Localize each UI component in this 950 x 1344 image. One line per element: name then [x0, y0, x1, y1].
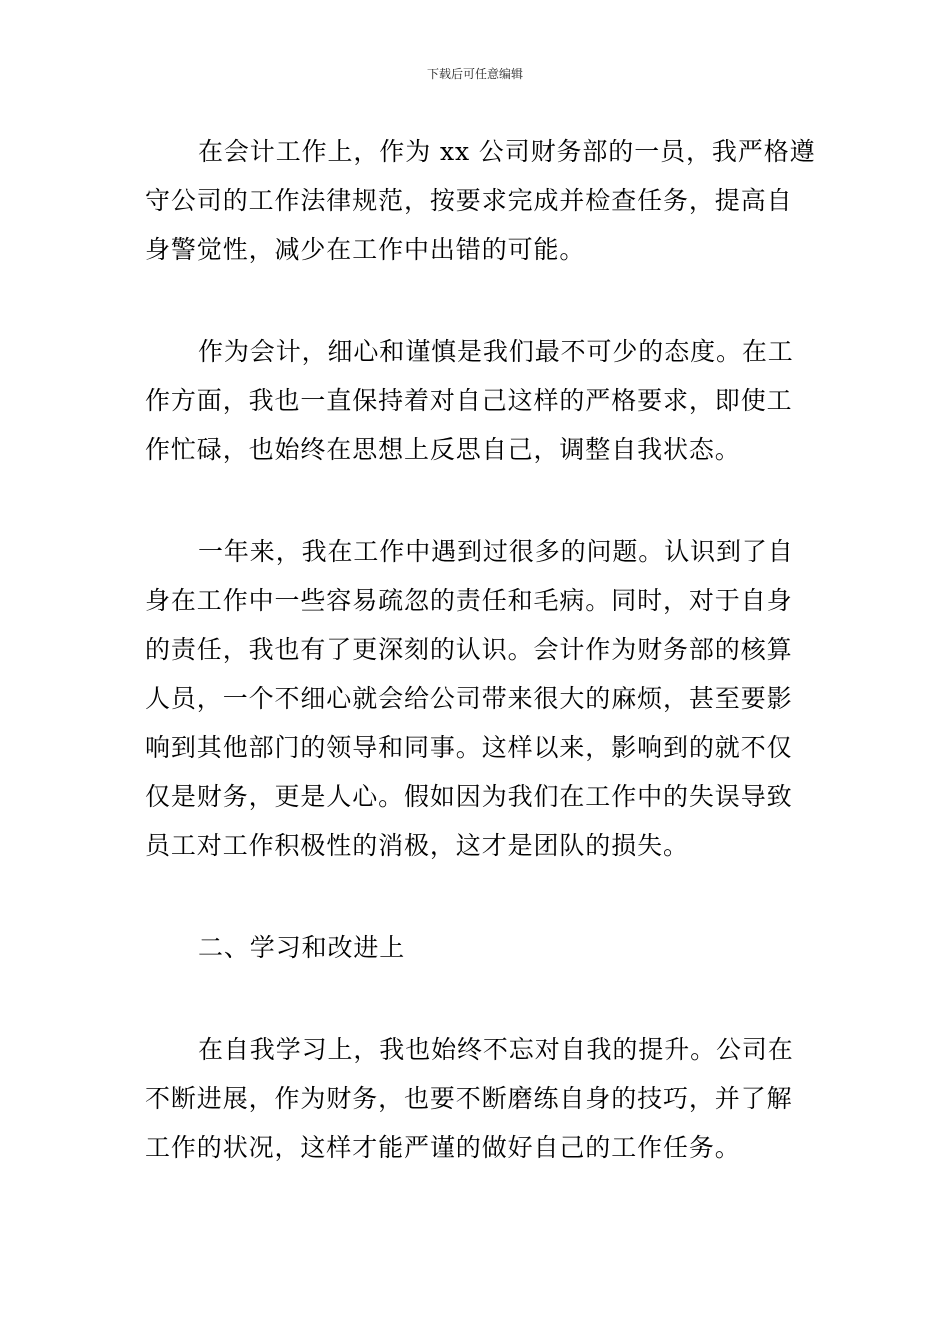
paragraph-line: 工作的状况，这样才能严谨的做好自己的工作任务。 [145, 1133, 741, 1162]
paragraph-line: 的责任，我也有了更深刻的认识。会计作为财务部的核算 [145, 635, 793, 664]
paragraph-line: 作忙碌，也始终在思想上反思自己，调整自我状态。 [145, 435, 741, 464]
paragraph-accounting-work [145, 127, 816, 274]
paragraph-line: 不断进展，作为财务，也要不断磨练自身的技巧，并了解 [145, 1084, 793, 1113]
paragraph-line: 仅是财务，更是人心。假如因为我们在工作中的失误导致 [145, 782, 793, 811]
paragraph-line: 作方面，我也一直保持着对自己这样的严格要求，即使工 [145, 386, 793, 415]
page-header-note: 下载后可任意编辑 [426, 67, 523, 81]
paragraph-line: 在自我学习上，我也始终不忘对自我的提升。公司在 [198, 1035, 794, 1064]
paragraph-line: 身警觉性，减少在工作中出错的可能。 [145, 235, 586, 264]
paragraph-attitude [145, 327, 807, 474]
paragraph-line: 响到其他部门的领导和同事。这样以来，影响到的就不仅 [145, 733, 793, 762]
paragraph-self-learning [145, 1025, 807, 1172]
paragraph-line: 身在工作中一些容易疏忽的责任和毛病。同时，对于自身 [145, 586, 793, 615]
paragraph-line: 守公司的工作法律规范，按要求完成并检查任务，提高自 [145, 186, 793, 215]
paragraph-line: 员工对工作积极性的消极，这才是团队的损失。 [145, 831, 689, 860]
section-heading: 二、学习和改进上 [198, 933, 406, 962]
document-body [145, 127, 816, 1225]
paragraph-line: 一年来，我在工作中遇到过很多的问题。认识到了自 [198, 537, 794, 566]
paragraph-line: 在会计工作上，作为 xx 公司财务部的一员，我严格遵 [198, 137, 816, 166]
paragraph-line: 作为会计，细心和谨慎是我们最不可少的态度。在工 [198, 337, 794, 366]
paragraph-line: 人员，一个不细心就会给公司带来很大的麻烦，甚至要影 [145, 684, 793, 713]
paragraph-year-review [145, 527, 807, 870]
